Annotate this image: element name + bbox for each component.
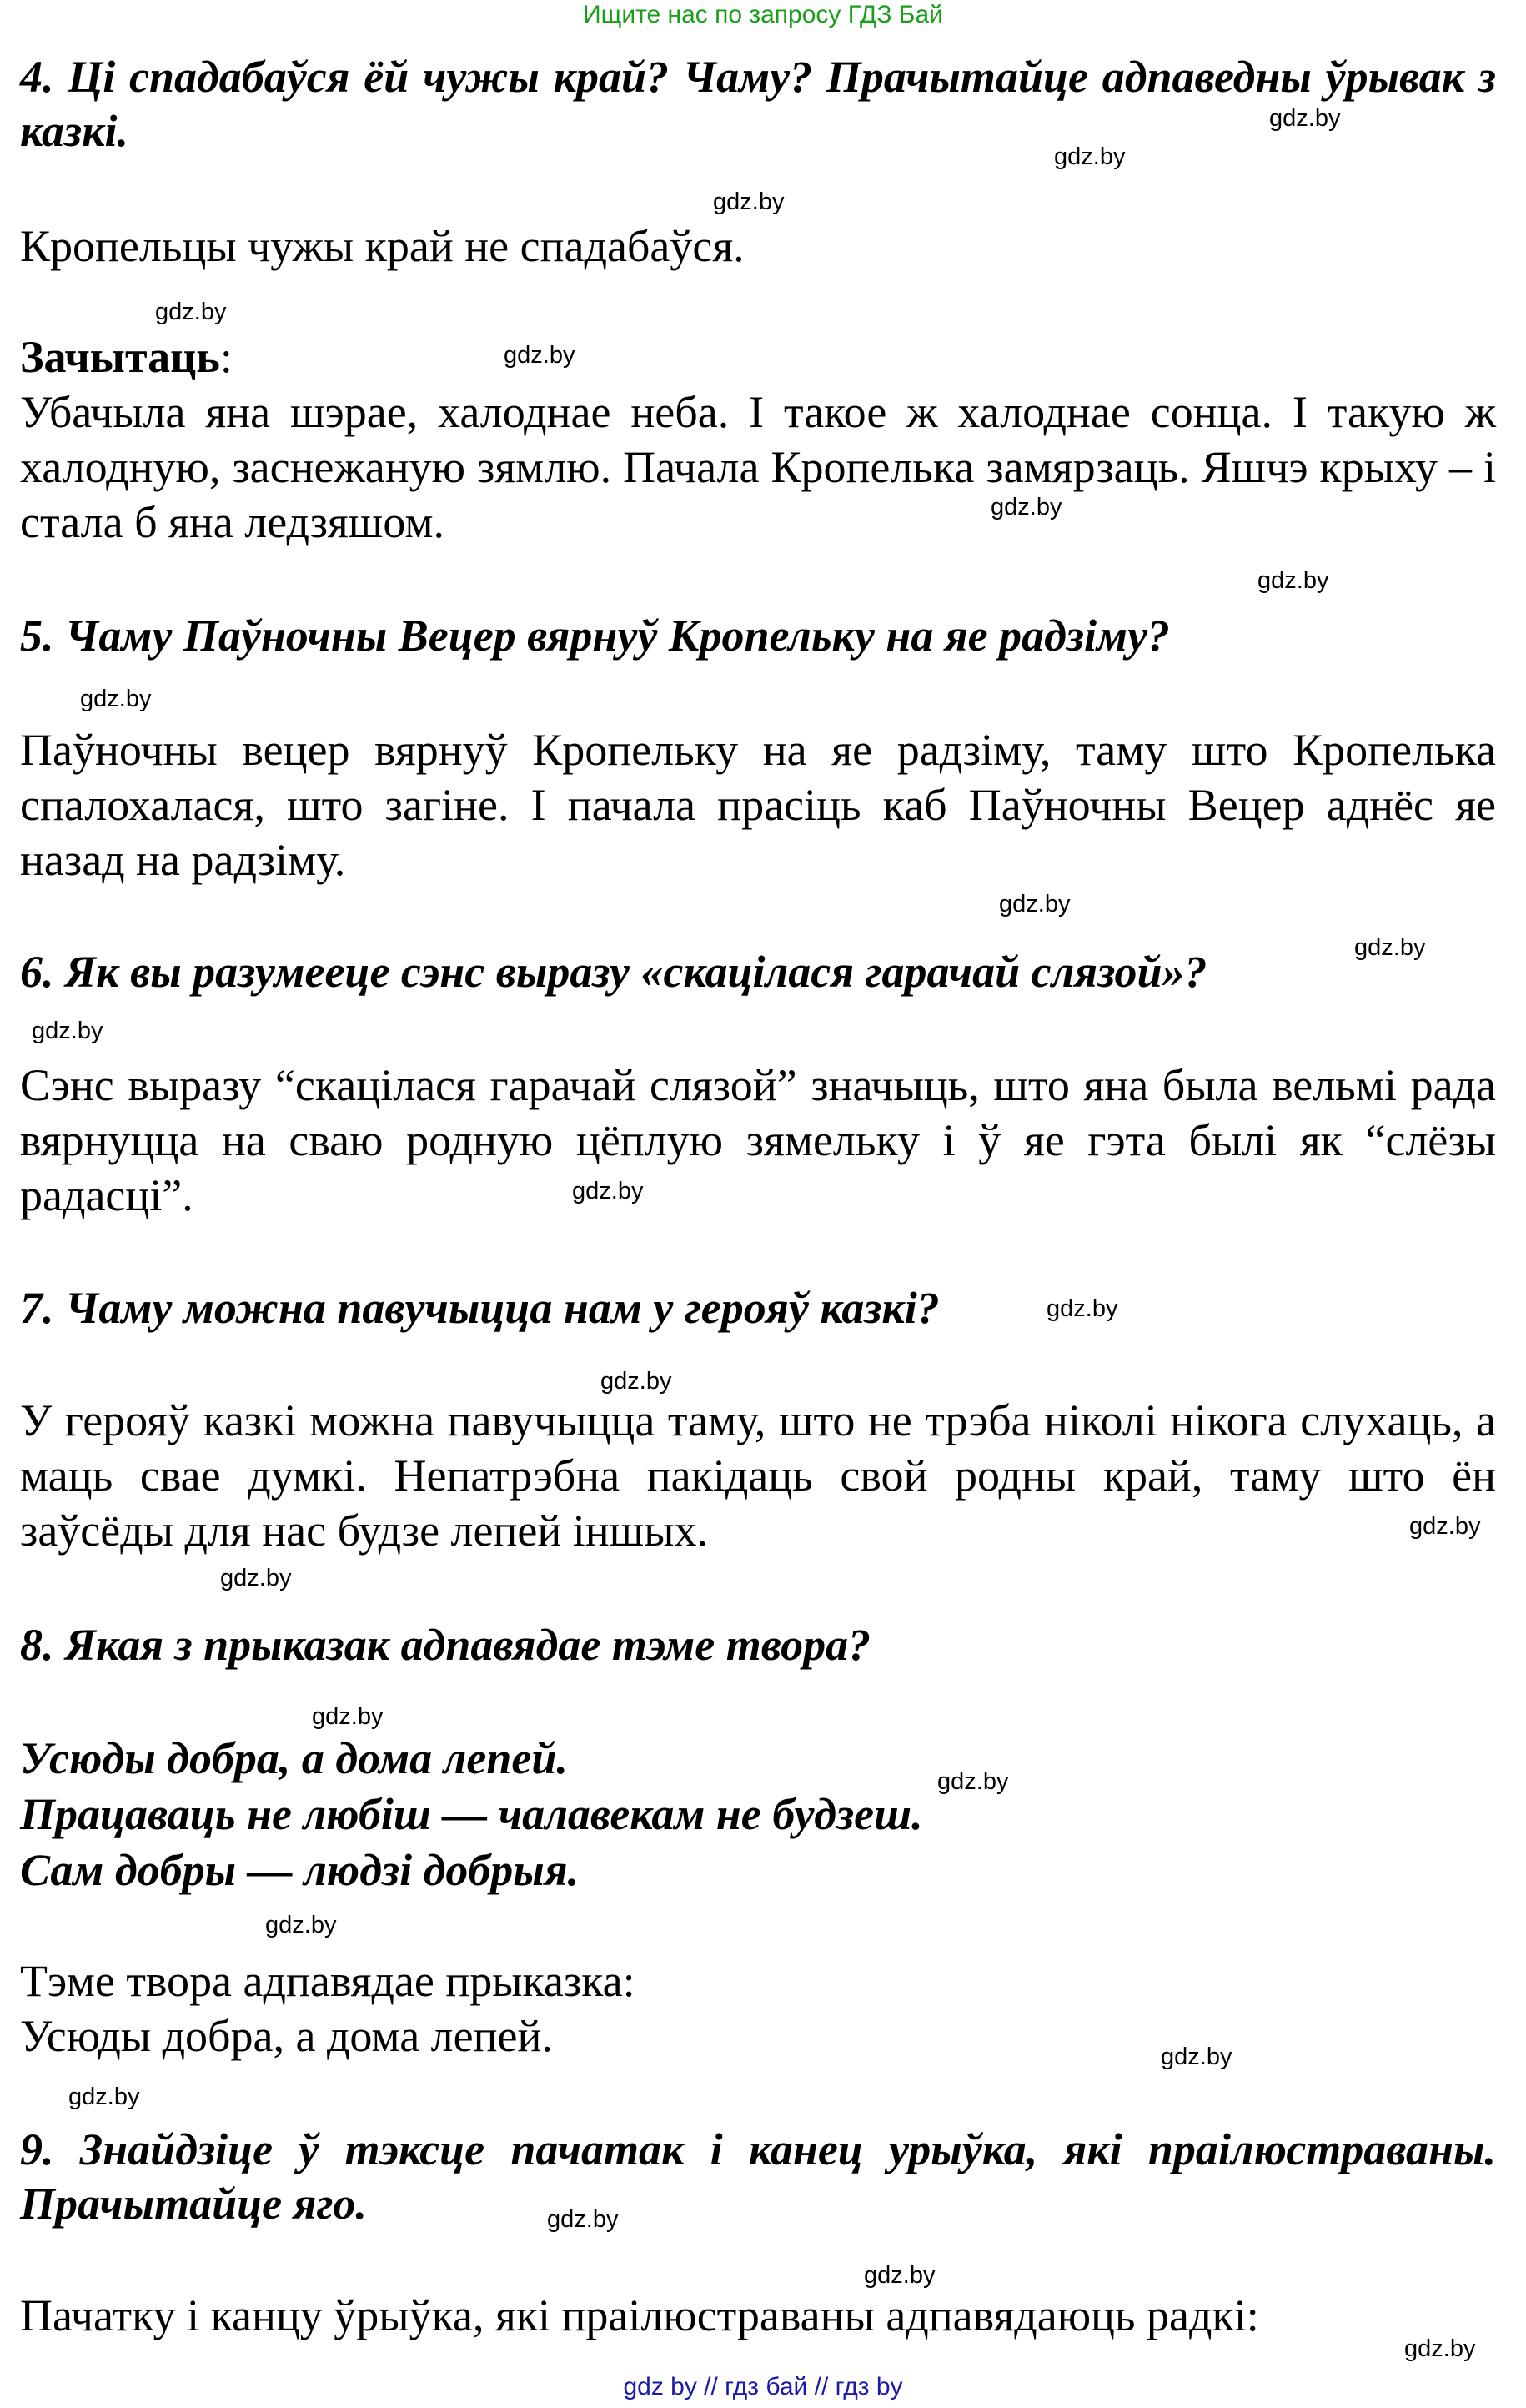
watermark: gdz.by — [155, 299, 227, 325]
footer-links[interactable]: gdz by // гдз бай // гдз by — [623, 2373, 903, 2400]
answer-9: Пачатку і канцу ўрыўка, які праілюстраваны адпавядаюць радкі: — [20, 2290, 1259, 2340]
watermark: gdz.by — [1354, 934, 1426, 961]
watermark: gdz.by — [1404, 2335, 1476, 2362]
read-label — [20, 329, 233, 385]
watermark: gdz.by — [999, 891, 1071, 917]
read-label-colon: : — [219, 332, 233, 382]
answer-8-intro: Тэме твора адпавядае прыказка: — [20, 1956, 635, 2006]
watermark: gdz.by — [1054, 143, 1126, 170]
question-7: 7. Чаму можна павучыцца нам у герояў казкі? — [20, 1283, 940, 1333]
proverb-1: Усюды добра, а дома лепей. — [20, 1733, 568, 1783]
watermark: gdz.by — [1269, 105, 1341, 132]
question-5: 5. Чаму Паўночны Вецер вярнуў Кропельку на яе радзіму? — [20, 611, 1170, 661]
answer-4: Кропельцы чужы край не спадабаўся. — [20, 221, 745, 271]
watermark: gdz.by — [1409, 1513, 1481, 1540]
watermark: gdz.by — [572, 1178, 644, 1204]
watermark: gdz.by — [220, 1565, 292, 1591]
watermark: gdz.by — [864, 2262, 936, 2289]
watermark: gdz.by — [547, 2206, 619, 2233]
watermark: gdz.by — [80, 686, 152, 712]
answer-6: Сэнс выразу “скацілася гарачай слязой” значыць, што яна была вельмі рада вярнуцца на сваю родную цёплую зямельку і ў яе гэта былі як “слёзы радасці”. — [20, 1060, 1496, 1220]
question-4: 4. Ці спадабаўся ёй чужы край? Чаму? Прачытайце адпаведны ўрывак з казкі. — [20, 52, 1496, 156]
watermark: gdz.by — [713, 189, 785, 215]
proverb-2: Працаваць не любіш — чалавекам не будзеш. — [20, 1789, 923, 1839]
watermark: gdz.by — [1257, 567, 1329, 594]
answer-8: Усюды добра, а дома лепей. — [20, 2011, 553, 2061]
watermark: gdz.by — [1161, 2044, 1232, 2070]
proverb-3: Сам добры — людзі добрыя. — [20, 1845, 580, 1895]
search-banner[interactable]: Ищите нас по запросу ГДЗ Бай — [583, 1, 943, 28]
question-8: 8. Якая з прыказак адпавядае тэме твора? — [20, 1620, 871, 1670]
passage-4: Убачыла яна шэрае, халоднае неба. І такое ж халоднае сонца. І такую ж халодную, заснежаную зямлю. Пачала Кропелька замярзаць. Яшчэ крыху – і стала б яна ледзяшом. — [20, 387, 1496, 547]
watermark: gdz.by — [32, 1018, 103, 1044]
watermark: gdz.by — [504, 342, 575, 369]
watermark: gdz.by — [937, 1768, 1009, 1795]
watermark: gdz.by — [68, 2084, 140, 2110]
answer-5: Паўночны вецер вярнуў Кропельку на яе радзіму, таму што Кропелька спалохалася, што загіне. І пачала прасіць каб Паўночны Вецер аднёс яе назад на радзіму. — [20, 725, 1496, 885]
read-label-text: Зачытаць — [20, 332, 220, 382]
watermark: gdz.by — [600, 1368, 672, 1395]
watermark: gdz.by — [312, 1703, 384, 1730]
question-9: 9. Знайдзіце ў тэксце пачатак і канец урыўка, які праілюстраваны. Прачытайце яго. — [20, 2124, 1496, 2229]
watermark: gdz.by — [265, 1912, 337, 1938]
answer-7: У герояў казкі можна павучыцца таму, што не трэба ніколі нікога слухаць, а маць свае думкі. Непатрэбна пакідаць свой родны край, таму што ён заўсёды для нас будзе лепей іншых. — [20, 1395, 1496, 1556]
watermark: gdz.by — [1047, 1295, 1118, 1322]
question-6: 6. Як вы разумееце сэнс выразу «скацілася гарачай слязой»? — [20, 947, 1207, 997]
watermark: gdz.by — [991, 494, 1062, 520]
